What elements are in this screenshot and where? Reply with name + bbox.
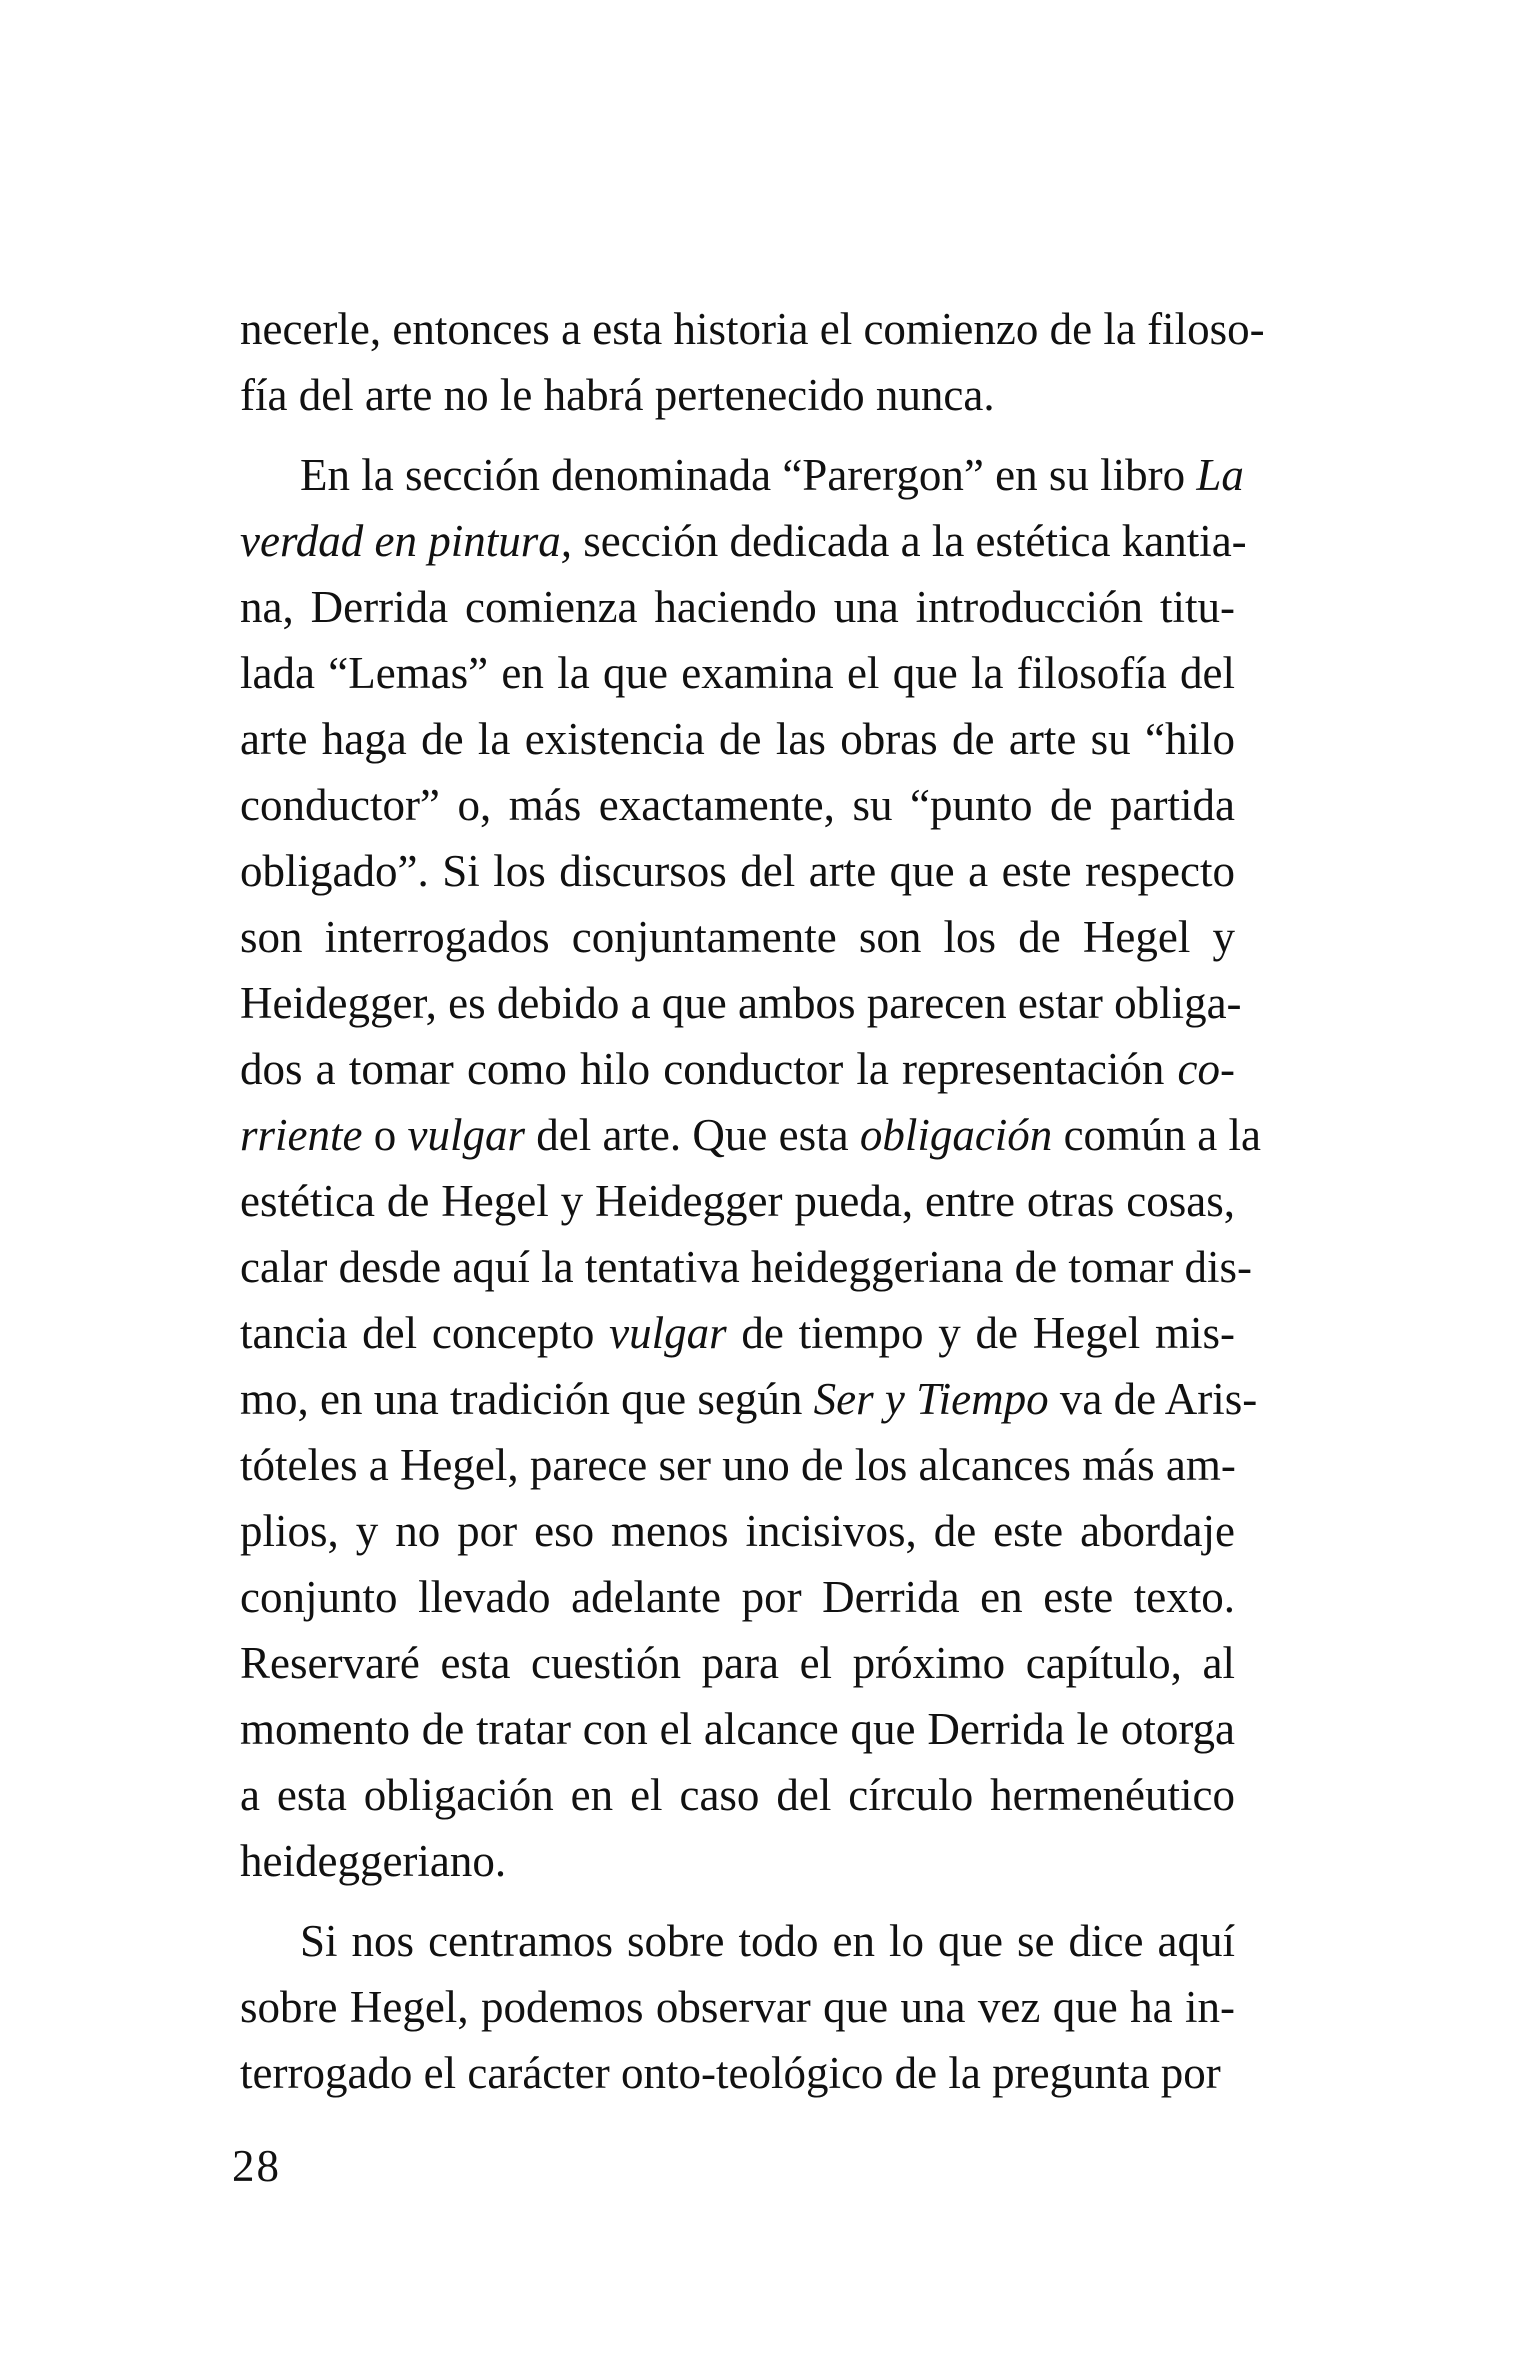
paragraph <box>240 1908 1235 2106</box>
paragraph <box>240 296 1265 428</box>
text-line: sobre Hegel, podemos observar que una vez que ha in- <box>240 1982 1235 2032</box>
text-line: dos a tomar como hilo conductor la representación co- <box>240 1044 1235 1094</box>
paragraph-gap <box>240 428 1235 442</box>
text-line: obligado”. Si los discursos del arte que a este respecto <box>240 846 1235 896</box>
text-line: terrogado el carácter onto-teológico de la pregunta por <box>240 2048 1221 2098</box>
text-line: lada “Lemas” en la que examina el que la filosofía del <box>240 648 1235 698</box>
text-line: arte haga de la existencia de las obras de arte su “hilo <box>240 714 1235 764</box>
page-number: 28 <box>232 2141 281 2191</box>
text-line: estética de Hegel y Heidegger pueda, entre otras cosas, <box>240 1176 1235 1226</box>
paragraph-gap <box>240 1894 1235 1908</box>
text-line: son interrogados conjuntamente son los de Hegel y <box>240 912 1235 962</box>
text-line: En la sección denominada “Parergon” en su libro La <box>300 450 1244 500</box>
text-line: tancia del concepto vulgar de tiempo y de Hegel mis- <box>240 1308 1235 1358</box>
text-line: fía del arte no le habrá pertenecido nunca. <box>240 370 995 420</box>
text-line: heideggeriano. <box>240 1836 507 1886</box>
text-line: conjunto llevado adelante por Derrida en este texto. <box>240 1572 1235 1622</box>
text-line: na, Derrida comienza haciendo una introducción titu- <box>240 582 1235 632</box>
text-line: necerle, entonces a esta historia el comienzo de la filoso- <box>240 304 1265 354</box>
text-line: verdad en pintura, sección dedicada a la estética kantia- <box>240 516 1247 566</box>
text-line: momento de tratar con el alcance que Derrida le otorga <box>240 1704 1235 1754</box>
text-line: tóteles a Hegel, parece ser uno de los alcances más am- <box>240 1440 1236 1490</box>
text-line: Reservaré esta cuestión para el próximo capítulo, al <box>240 1638 1235 1688</box>
text-line: a esta obligación en el caso del círculo hermenéutico <box>240 1770 1235 1820</box>
text-line: calar desde aquí la tentativa heideggeriana de tomar dis- <box>240 1242 1253 1292</box>
paragraph <box>240 442 1261 1894</box>
text-line: mo, en una tradición que según Ser y Tiempo va de Aris- <box>240 1374 1258 1424</box>
text-line: plios, y no por eso menos incisivos, de este abordaje <box>240 1506 1235 1556</box>
text-line: Heidegger, es debido a que ambos parecen estar obliga- <box>240 978 1242 1028</box>
text-line: conductor” o, más exactamente, su “punto de partida <box>240 780 1235 830</box>
text-line: rriente o vulgar del arte. Que esta obligación común a la <box>240 1110 1261 1160</box>
body-text <box>240 296 1265 2106</box>
text-line: Si nos centramos sobre todo en lo que se dice aquí <box>300 1916 1235 1966</box>
